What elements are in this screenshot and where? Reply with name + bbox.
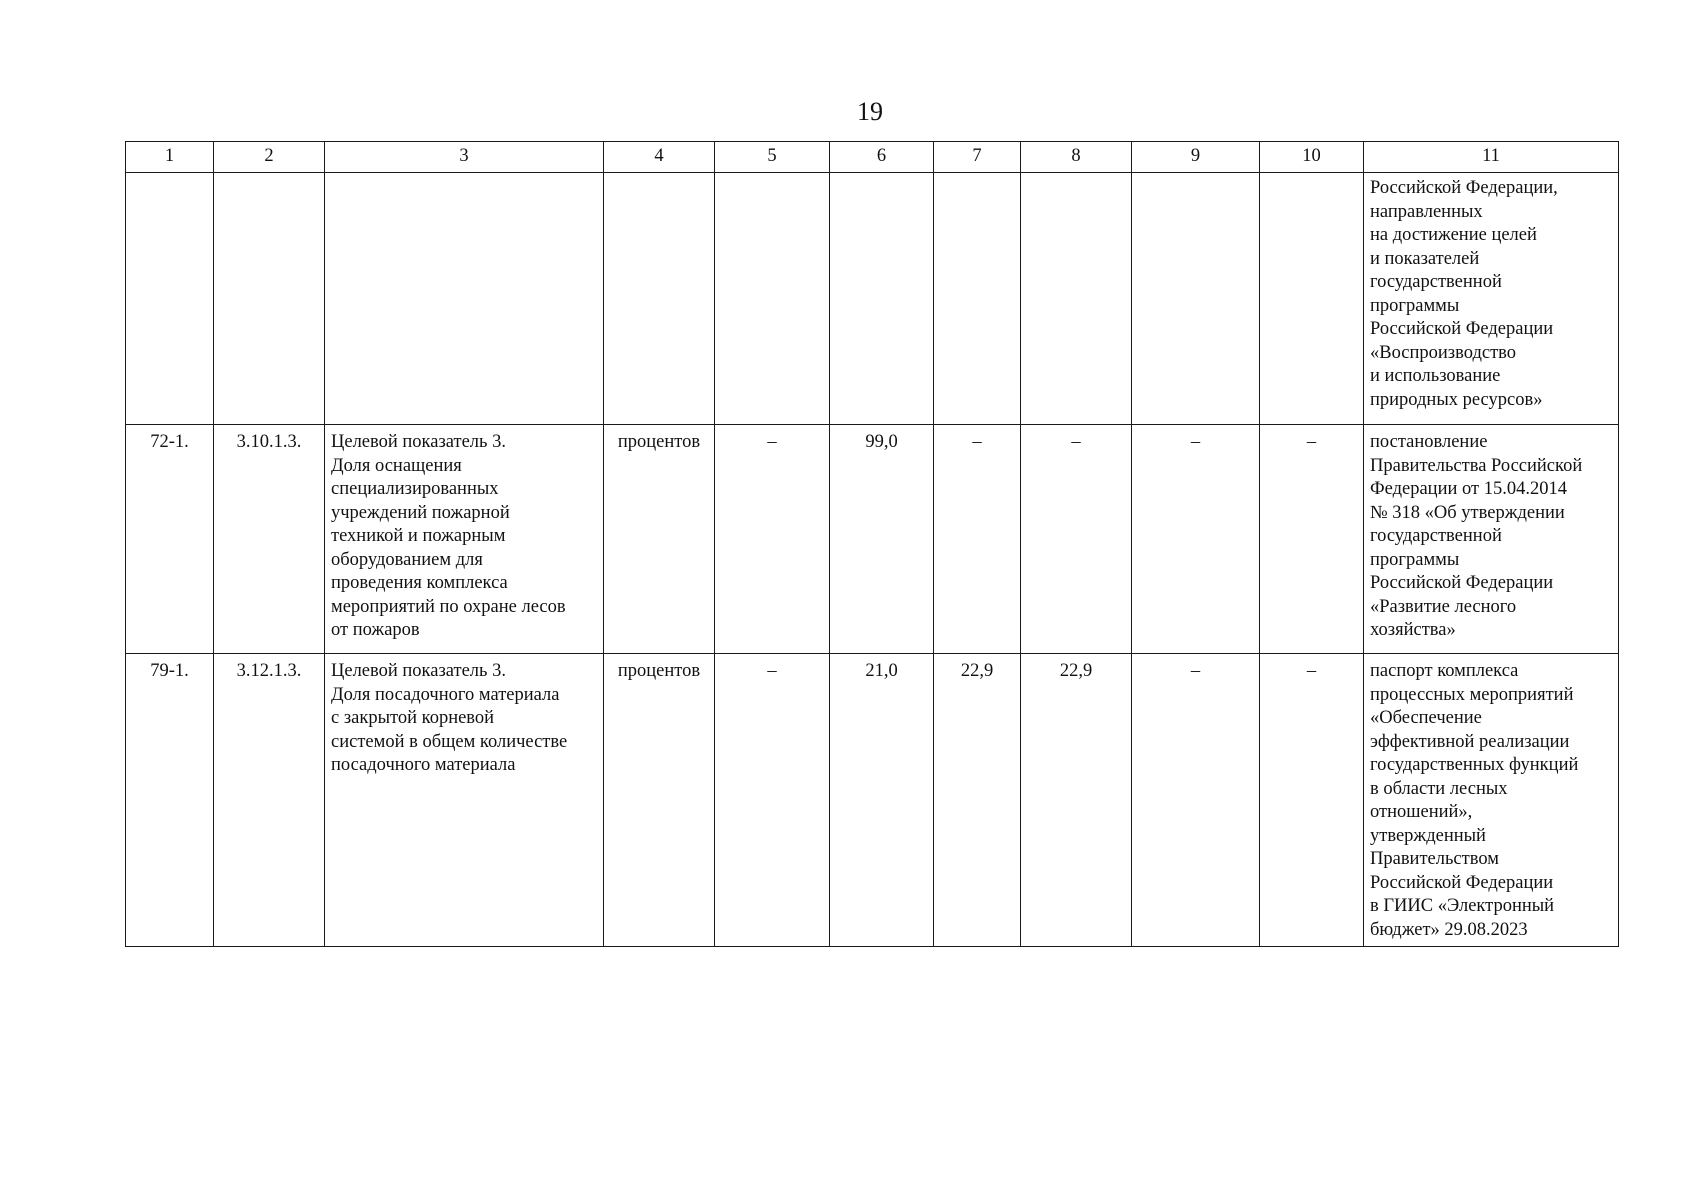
value-cell-8: – bbox=[1021, 425, 1132, 654]
column-header: 11 bbox=[1364, 142, 1619, 173]
value-cell-6 bbox=[830, 173, 934, 425]
column-header: 5 bbox=[715, 142, 830, 173]
column-header: 7 bbox=[934, 142, 1021, 173]
page-number: 19 bbox=[857, 97, 883, 126]
column-header: 9 bbox=[1132, 142, 1260, 173]
value-cell-10: – bbox=[1260, 654, 1364, 947]
source-document-cell: постановление Правительства Российской Федерации от 15.04.2014 № 318 «Об утверждении государственной программы Российской Федерации «Развитие лесного хозяйства» bbox=[1364, 425, 1619, 654]
value-cell-6: 99,0 bbox=[830, 425, 934, 654]
table-row bbox=[126, 173, 1619, 425]
value-cell-7: – bbox=[934, 425, 1021, 654]
value-cell-7: 22,9 bbox=[934, 654, 1021, 947]
source-document-cell: паспорт комплекса процессных мероприятий «Обеспечение эффективной реализации государственных функций в области лесных отношений», утвержденный Правительством Российской Федерации в ГИИС «Электронный бюджет» 29.08.2023 bbox=[1364, 654, 1619, 947]
column-header: 6 bbox=[830, 142, 934, 173]
indicator-name-cell: Целевой показатель 3. Доля посадочного материала с закрытой корневой системой в общем количестве посадочного материала bbox=[325, 654, 604, 947]
code-cell: 3.10.1.3. bbox=[214, 425, 325, 654]
table-row bbox=[126, 654, 1619, 947]
value-cell-9: – bbox=[1132, 654, 1260, 947]
indicators-table bbox=[125, 141, 1619, 947]
indicator-name-cell bbox=[325, 173, 604, 425]
value-cell-8: 22,9 bbox=[1021, 654, 1132, 947]
value-cell-10 bbox=[1260, 173, 1364, 425]
column-header: 3 bbox=[325, 142, 604, 173]
row-number-cell: 79-1. bbox=[126, 654, 214, 947]
value-cell-5: – bbox=[715, 425, 830, 654]
value-cell-6: 21,0 bbox=[830, 654, 934, 947]
value-cell-5 bbox=[715, 173, 830, 425]
unit-cell: процентов bbox=[604, 425, 715, 654]
column-header: 2 bbox=[214, 142, 325, 173]
unit-cell: процентов bbox=[604, 654, 715, 947]
table-header-row bbox=[126, 142, 1619, 173]
value-cell-10: – bbox=[1260, 425, 1364, 654]
value-cell-5: – bbox=[715, 654, 830, 947]
value-cell-7 bbox=[934, 173, 1021, 425]
code-cell bbox=[214, 173, 325, 425]
value-cell-9 bbox=[1132, 173, 1260, 425]
column-header: 8 bbox=[1021, 142, 1132, 173]
table-row bbox=[126, 425, 1619, 654]
column-header: 4 bbox=[604, 142, 715, 173]
code-cell: 3.12.1.3. bbox=[214, 654, 325, 947]
value-cell-9: – bbox=[1132, 425, 1260, 654]
row-number-cell: 72-1. bbox=[126, 425, 214, 654]
row-number-cell bbox=[126, 173, 214, 425]
unit-cell bbox=[604, 173, 715, 425]
indicator-name-cell: Целевой показатель 3. Доля оснащения специализированных учреждений пожарной техникой и пожарным оборудованием для проведения комплекса мероприятий по охране лесов от пожаров bbox=[325, 425, 604, 654]
value-cell-8 bbox=[1021, 173, 1132, 425]
column-header: 10 bbox=[1260, 142, 1364, 173]
column-header: 1 bbox=[126, 142, 214, 173]
source-document-cell: Российской Федерации, направленных на достижение целей и показателей государственной программы Российской Федерации «Воспроизводство и использование природных ресурсов» bbox=[1364, 173, 1619, 425]
